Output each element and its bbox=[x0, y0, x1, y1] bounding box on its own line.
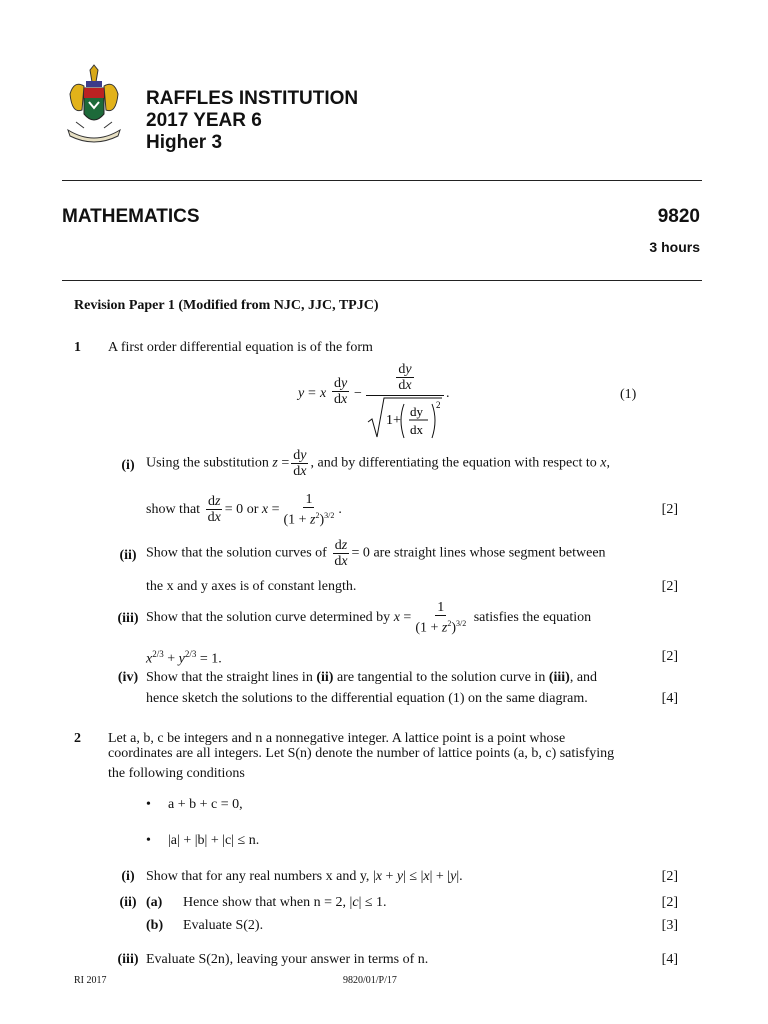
q1-iv-ref-ii: (ii) bbox=[316, 670, 334, 685]
question-1-intro: A first order differential equation is of the form bbox=[108, 340, 373, 355]
q1-iv-text-a3: are tangential to the solution curve in bbox=[336, 670, 546, 685]
svg-text:dx: dx bbox=[410, 422, 423, 437]
q2-part-iia-label: (a) bbox=[146, 895, 163, 910]
footer-center: 9820/01/P/17 bbox=[343, 975, 397, 986]
question-2-line2: coordinates are all integers. Let S(n) denote the number of lattice points (a, b, c) satisfying bbox=[108, 746, 615, 761]
q2-i-marks: [2] bbox=[661, 869, 678, 884]
q1-part-ii-line2: the x and y axes is of constant length. bbox=[146, 579, 357, 594]
q1-part-iii-label: (iii) bbox=[117, 611, 139, 626]
school-level-line: Higher 3 bbox=[146, 132, 223, 153]
main-equation: y = x $\frac{dy}{dx}$ − $\frac{dy}{dx}$ 1+ dy dx 2 . bbox=[298, 362, 450, 437]
q1-i-text-a: Using the substitution bbox=[146, 455, 269, 471]
footer-left: RI 2017 bbox=[74, 975, 107, 986]
q1-iii-equation: $x^{2/3} + y^{2/3} = 1$. bbox=[146, 649, 222, 667]
q2-i-text: Show that for any real numbers x and y, bbox=[146, 869, 370, 884]
svg-text:2: 2 bbox=[436, 400, 441, 410]
q2-part-i-label: (i) bbox=[121, 869, 135, 884]
q2-condition-2: |a| + |b| + |c| ≤ n. bbox=[168, 833, 260, 848]
duration: 3 hours bbox=[649, 239, 700, 255]
q1-part-iv-label: (iv) bbox=[117, 670, 139, 685]
bullet-icon: • bbox=[146, 833, 151, 848]
q2-part-iib-text: Evaluate S(2). bbox=[183, 918, 264, 933]
q2-part-iii-label: (iii) bbox=[117, 952, 139, 967]
q1-part-i-line1: Using the substitution z = $\frac{dy}{dx}$ , and by differentiating the equation with respect to x, bbox=[146, 448, 610, 479]
q1-iii-marks: [2] bbox=[661, 649, 678, 664]
question-2-number: 2 bbox=[74, 731, 81, 746]
q1-i-text-b: , and by differentiating the equation with respect to bbox=[310, 455, 597, 471]
paper-title: Revision Paper 1 (Modified from NJC, JJC, TPJC) bbox=[74, 298, 379, 313]
school-name-line1: RAFFLES INSTITUTION bbox=[146, 88, 359, 109]
q1-i-text-c: show that bbox=[146, 502, 201, 518]
q2-part-iii-text: Evaluate S(2n), leaving your answer in terms of n. bbox=[146, 952, 429, 967]
header-divider-top bbox=[62, 180, 702, 181]
subject-code: 9820 bbox=[657, 206, 700, 227]
q2-iib-marks: [3] bbox=[661, 918, 678, 933]
q2-part-ii-label: (ii) bbox=[119, 895, 137, 910]
q2-iia-text: Hence show that when n = 2, bbox=[183, 895, 347, 910]
q1-ii-marks: [2] bbox=[661, 579, 678, 594]
svg-text:1+: 1+ bbox=[386, 413, 401, 428]
equation-tag: (1) bbox=[620, 387, 637, 402]
q1-i-or: or bbox=[246, 502, 259, 518]
q1-part-iv-line1 bbox=[146, 670, 676, 686]
q1-iii-text-a: Show that the solution curve determined by bbox=[146, 610, 391, 626]
q1-iii-text-b: satisfies the equation bbox=[473, 610, 592, 626]
question-2-line1: Let a, b, c be integers and n a nonnegative integer. A lattice point is a point whose bbox=[108, 731, 566, 746]
q1-iv-marks: [4] bbox=[661, 691, 678, 706]
q2-part-iib-label: (b) bbox=[146, 918, 164, 933]
school-year-line: 2017 YEAR 6 bbox=[146, 110, 262, 131]
header-divider-bottom bbox=[62, 280, 702, 281]
question-2-line3: the following conditions bbox=[108, 766, 245, 781]
q2-iia-marks: [2] bbox=[661, 895, 678, 910]
q1-part-iv-line2: hence sketch the solutions to the differential equation (1) on the same diagram. bbox=[146, 691, 588, 706]
svg-text:dy: dy bbox=[410, 404, 423, 419]
q2-condition-1: a + b + c = 0, bbox=[168, 797, 243, 812]
question-1-number: 1 bbox=[74, 340, 81, 355]
q1-iv-ref-iii: (iii) bbox=[548, 670, 570, 685]
q2-part-iia-text: Hence show that when n = 2, |c| ≤ 1. bbox=[183, 895, 387, 910]
q1-part-iii-line1: Show that the solution curve determined by x = $\frac{1}{(1 + z^2)^{3/2}}$ satisfies the equation bbox=[146, 600, 592, 636]
q1-iv-text-a5: , and bbox=[569, 670, 598, 685]
q1-part-ii-label: (ii) bbox=[119, 548, 137, 563]
subject-title: MATHEMATICS bbox=[62, 206, 200, 227]
q1-iv-text-a1: Show that the straight lines in bbox=[146, 670, 313, 685]
q1-i-marks: [2] bbox=[661, 502, 678, 517]
bullet-icon: • bbox=[146, 797, 151, 812]
q2-part-i-text: Show that for any real numbers x and y, |x + y| ≤ |x| + |y|. bbox=[146, 869, 463, 884]
q1-part-i-line2: show that $\frac{dz}{dx}$ = 0 or x = $\frac{1}{(1 + z^2)^{3/2}}$ . bbox=[146, 492, 342, 528]
school-crest bbox=[62, 64, 126, 156]
q1-part-i-label: (i) bbox=[121, 458, 135, 473]
q1-part-ii-line1: Show that the solution curves of $\frac{dz}{dx}$ = 0 are straight lines whose segment between bbox=[146, 538, 606, 569]
school-name bbox=[146, 88, 358, 154]
q2-iii-marks: [4] bbox=[661, 952, 678, 967]
q1-ii-text-a: Show that the solution curves of bbox=[146, 545, 327, 561]
q1-ii-text-b: are straight lines whose segment between bbox=[373, 545, 606, 561]
